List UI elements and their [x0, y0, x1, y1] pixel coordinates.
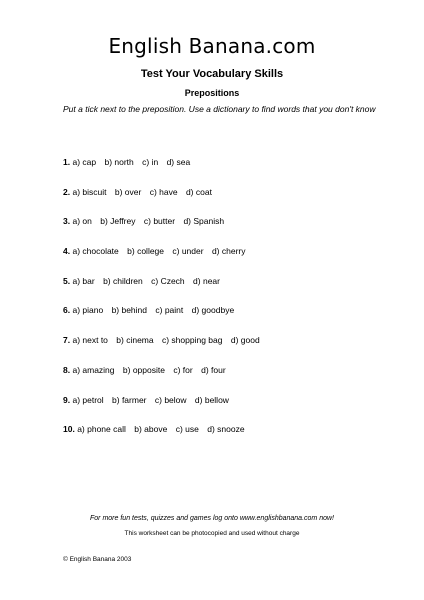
answer-option-b[interactable]: b) behind	[111, 305, 148, 316]
answer-option-a[interactable]: a) chocolate	[72, 246, 119, 257]
copyright-text: © English Banana 2003	[63, 556, 132, 563]
answer-option-b[interactable]: b) opposite	[122, 364, 165, 375]
question-number: 4.	[63, 246, 71, 257]
question-number: 2.	[63, 186, 71, 197]
question-list	[63, 157, 403, 454]
question-item	[63, 335, 403, 365]
question-number: 5.	[63, 275, 71, 286]
question-number: 6.	[63, 305, 71, 316]
answer-option-d[interactable]: d) snooze	[207, 424, 245, 435]
question-number: 8.	[63, 364, 71, 375]
answer-option-a[interactable]: a) petrol	[72, 394, 104, 405]
answer-option-c[interactable]: c) paint	[155, 305, 184, 316]
answer-option-c[interactable]: c) butter	[143, 216, 176, 227]
question-item	[63, 305, 403, 335]
question-item	[63, 395, 403, 425]
question-number: 10.	[63, 424, 75, 435]
question-number: 1.	[63, 157, 71, 167]
question-item	[63, 187, 403, 217]
footer-note-text: This worksheet can be photocopied and used without charge	[124, 530, 300, 537]
question-item	[63, 246, 403, 276]
question-number: 3.	[63, 216, 71, 227]
answer-option-a[interactable]: a) on	[72, 216, 92, 227]
answer-option-c[interactable]: c) below	[154, 394, 187, 405]
footer-promo-text: For more fun tests, quizzes and games log onto www.englishbanana.com now!	[90, 515, 334, 522]
question-item	[63, 157, 403, 187]
answer-option-d[interactable]: d) cherry	[211, 246, 246, 257]
page-subtitle: Prepositions	[184, 88, 240, 98]
answer-option-d[interactable]: d) coat	[185, 186, 212, 197]
answer-option-d[interactable]: d) sea	[166, 157, 191, 167]
question-item	[63, 276, 403, 306]
page-title: Test Your Vocabulary Skills	[140, 68, 284, 80]
instructions-text: Put a tick next to the preposition. Use a dictionary to find words that you don't know	[63, 104, 376, 114]
answer-option-d[interactable]: d) bellow	[194, 394, 229, 405]
answer-option-b[interactable]: b) cinema	[116, 335, 154, 346]
answer-option-d[interactable]: d) Spanish	[183, 216, 225, 227]
answer-option-a[interactable]: a) cap	[72, 157, 97, 167]
answer-option-a[interactable]: a) amazing	[72, 364, 115, 375]
answer-option-d[interactable]: d) good	[230, 335, 260, 346]
answer-option-b[interactable]: b) over	[114, 186, 142, 197]
answer-option-c[interactable]: c) use	[175, 424, 199, 435]
answer-option-b[interactable]: b) farmer	[112, 394, 147, 405]
answer-option-a[interactable]: a) bar	[72, 275, 95, 286]
answer-option-a[interactable]: a) biscuit	[72, 186, 107, 197]
answer-option-c[interactable]: c) shopping bag	[161, 335, 223, 346]
answer-option-b[interactable]: b) college	[127, 246, 165, 257]
answer-option-a[interactable]: a) piano	[72, 305, 104, 316]
question-item	[63, 365, 403, 395]
answer-option-a[interactable]: a) phone call	[77, 424, 126, 435]
question-item	[63, 424, 403, 454]
question-number: 7.	[63, 335, 71, 346]
answer-option-b[interactable]: b) north	[104, 157, 134, 167]
answer-option-c[interactable]: c) under	[172, 246, 204, 257]
answer-option-c[interactable]: c) have	[149, 186, 178, 197]
answer-option-c[interactable]: c) in	[142, 157, 159, 167]
question-number: 9.	[63, 394, 71, 405]
answer-option-b[interactable]: b) Jeffrey	[100, 216, 136, 227]
answer-option-d[interactable]: d) four	[201, 364, 226, 375]
answer-option-d[interactable]: d) near	[193, 275, 220, 286]
answer-option-c[interactable]: c) for	[173, 364, 193, 375]
answer-option-c[interactable]: c) Czech	[151, 275, 185, 286]
answer-option-b[interactable]: b) above	[134, 424, 168, 435]
answer-option-b[interactable]: b) children	[103, 275, 143, 286]
site-logo: English Banana.com	[108, 34, 316, 58]
question-item	[63, 216, 403, 246]
answer-option-a[interactable]: a) next to	[72, 335, 108, 346]
answer-option-d[interactable]: d) goodbye	[191, 305, 235, 316]
